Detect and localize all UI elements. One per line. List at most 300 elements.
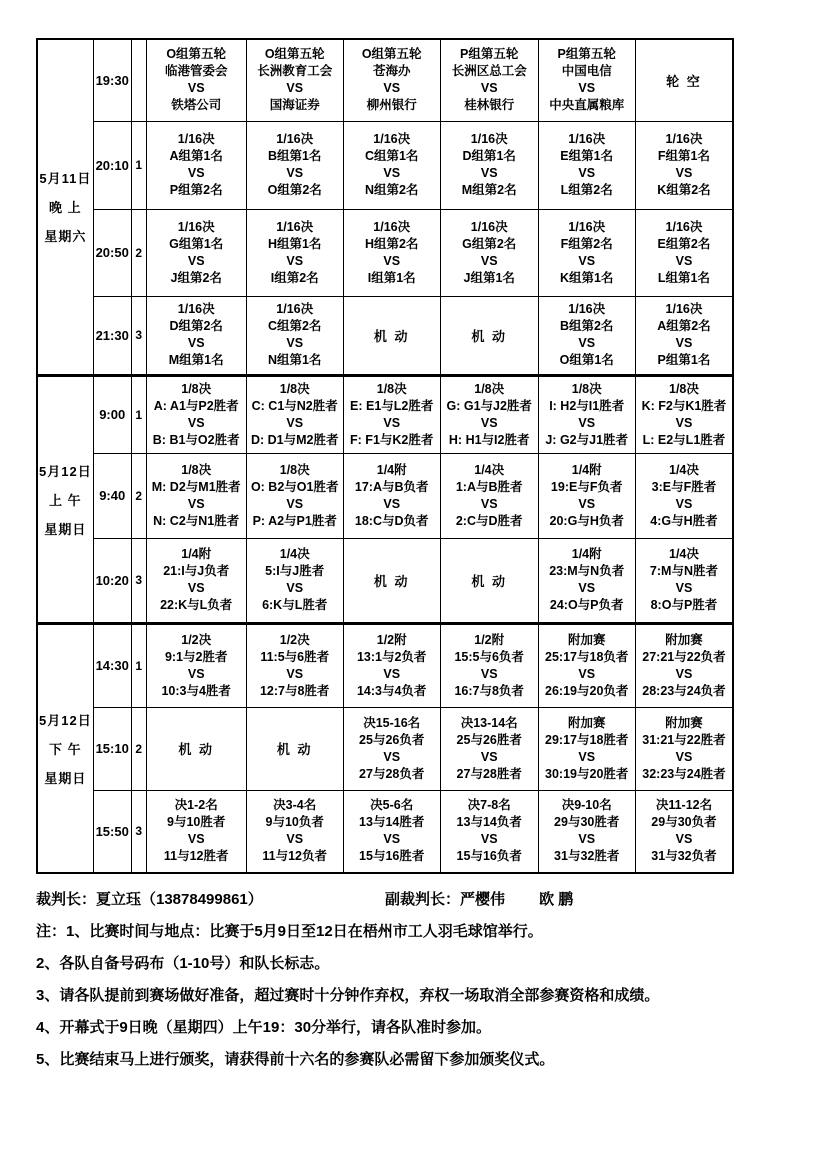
match-line: F组第1名 [657,149,710,163]
match-line: 1/4附 [376,462,407,477]
match-line: VS [383,253,401,268]
schedule-row [37,296,733,375]
match-line: G组第2名 [462,236,517,251]
match-line: 决3-4名 [273,798,317,813]
match-cell [538,121,635,209]
match-line: O组第五轮 [264,47,325,62]
match-cell [440,623,538,707]
match-line: VS [578,253,596,268]
schedule-row [37,121,733,209]
match-line: 1/8决 [571,381,602,396]
match-line: VS [383,415,401,430]
match-line: J组第2名 [170,270,222,285]
date-line: 星期六 [44,229,87,245]
match-cell [440,296,538,375]
match-line: 11与12胜者 [163,849,229,864]
match-cell [246,790,343,873]
match-line: VS [578,81,596,96]
match-line: I组第1名 [367,270,416,285]
match-line: 决11-12名 [655,798,713,813]
match-line: 1/16决 [177,219,215,234]
match-cell [246,209,343,296]
match-line: 中央直属粮库 [549,98,625,113]
match-line: VS [187,666,205,681]
match-line: 决15-16名 [363,715,421,730]
match-line: VS [480,166,498,180]
match-line: A组第2名 [657,319,711,333]
match-line: P组第2名 [169,183,223,197]
match-line: 27与28负者 [359,766,425,781]
bye-or-flexible-label: 机 动 [178,742,215,757]
match-line: VS [286,832,304,847]
match-line: VS [675,253,693,268]
match-line: 11与12负者 [262,849,328,864]
match-line: G: G1与J2胜者 [446,398,532,413]
match-line: 18:C与D负者 [354,513,429,528]
match-line: 1/8决 [279,462,310,477]
match-line: 1/16决 [568,219,606,234]
match-line: 1/4决 [279,547,310,561]
match-line: O组第五轮 [166,47,227,62]
match-line: VS [187,253,205,268]
match-cell [635,296,733,375]
match-line: 1/16决 [665,219,703,234]
match-line: 铁塔公司 [171,98,222,113]
round-number-cell: 1 [131,375,146,453]
match-line: 1/8决 [279,381,310,396]
match-line: 2:C与D胜者 [455,513,523,528]
match-line: 25与26胜者 [456,732,522,747]
match-cell [343,707,440,790]
match-line: 附加赛 [665,632,703,647]
match-line: 1/16决 [276,219,314,234]
match-line: VS [286,581,304,595]
match-cell [246,623,343,707]
match-line: VS [675,666,693,681]
match-cell [246,121,343,209]
match-line: VS [480,832,498,847]
match-line: D组第1名 [462,149,516,163]
date-line: 5月11日 [39,171,92,187]
match-line: O组第2名 [267,183,322,197]
match-cell [635,209,733,296]
date-line: 5月12日 [39,463,92,479]
match-line: 23:M与N负者 [549,564,625,578]
match-line: VS [675,749,693,764]
match-cell [146,707,246,790]
match-line: 1/4附 [181,547,212,561]
schedule-table [36,38,734,874]
match-line: A组第1名 [169,149,223,163]
match-cell [635,39,733,121]
match-line: VS [187,81,205,96]
match-line: 5:I与J胜者 [265,564,325,578]
match-line: 中国电信 [561,64,612,79]
match-line: 29:17与18胜者 [545,732,629,747]
session-date-cell [37,623,93,873]
match-line: 1/2决 [181,632,212,647]
match-line: H组第1名 [267,236,322,251]
match-line: 20:G与H负者 [549,513,624,528]
match-line: VS [383,496,401,511]
match-line: 31与32负者 [651,849,717,864]
match-line: 1/16决 [373,132,411,146]
date-line: 下 午 [49,741,82,757]
match-line: 31与32胜者 [554,849,620,864]
round-number-cell [131,39,146,121]
match-line: 1/2附 [474,632,505,647]
bye-or-flexible-label: 机 动 [471,328,508,344]
time-cell: 9:40 [93,453,131,538]
officials-line [36,890,827,909]
footer-notes [36,890,827,1069]
match-line: 4:G与H胜者 [650,513,718,528]
match-cell [146,790,246,873]
match-cell [146,39,246,121]
match-line: 19:E与F负者 [550,479,623,494]
time-cell: 21:30 [93,296,131,375]
match-line: 15:5与6负者 [454,649,524,664]
note-1: 注：1、比赛时间与地点：比赛于5月9日至12日在梧州市工人羽毛球馆举行。 [36,923,543,940]
note-2: 2、各队自备号码布（1-10号）和队长标志。 [36,955,330,972]
round-number-cell: 3 [131,790,146,873]
match-cell [440,39,538,121]
bye-or-flexible-label: 机 动 [471,573,508,589]
match-line: 1/8决 [474,381,505,396]
match-line: VS [187,415,205,430]
match-line: K组第2名 [657,183,711,197]
match-cell [538,453,635,538]
match-line: A: A1与P2胜者 [153,398,239,413]
match-line: 1/2附 [376,632,407,647]
match-cell [343,538,440,623]
match-line: 9与10负者 [265,815,324,830]
match-line: M: D2与M1胜者 [151,479,241,494]
match-cell [440,538,538,623]
match-line: VS [675,832,693,847]
match-line: VS [578,749,596,764]
match-cell [343,209,440,296]
match-cell [146,296,246,375]
match-line: 1/4附 [571,462,602,477]
match-line: 决1-2名 [174,798,218,813]
match-cell [146,538,246,623]
match-line: L: E2与L1胜者 [642,432,726,447]
round-number-cell: 1 [131,121,146,209]
match-cell [343,39,440,121]
match-line: 1/16决 [276,132,314,146]
match-line: VS [383,832,401,847]
match-line: VS [675,415,693,430]
match-line: L组第1名 [657,270,710,285]
match-line: 柳州银行 [366,98,417,113]
vice-referee: 副裁判长：严樱伟 [384,891,505,908]
match-line: 国海证券 [269,98,320,113]
bye-or-flexible-label: 机 动 [373,573,410,589]
match-line: 附加赛 [567,632,606,647]
match-line: 25与26负者 [359,732,425,747]
match-line: B组第1名 [267,149,322,163]
match-line: 30:19与20胜者 [545,766,629,781]
match-line: 桂林银行 [464,98,515,113]
match-line: O组第五轮 [361,47,422,62]
match-line: 1/16决 [177,132,215,146]
round-number-cell: 3 [131,296,146,375]
match-cell [343,790,440,873]
match-cell [635,121,733,209]
match-line: VS [286,415,304,430]
match-line: 1/4决 [474,462,505,477]
match-line: 1/16决 [177,302,215,316]
match-line: 15与16负者 [456,849,522,864]
match-cell [343,375,440,453]
date-line: 晚 上 [49,200,82,216]
time-cell: 15:10 [93,707,131,790]
match-line: 决7-8名 [467,798,511,813]
match-line: I: H2与I1胜者 [549,398,625,413]
match-line: 25:17与18负者 [545,649,629,664]
schedule-row [37,375,733,453]
schedule-row [37,39,733,121]
match-line: VS [578,336,596,350]
match-line: C组第2名 [267,319,322,333]
session-date-cell [37,39,93,375]
time-cell: 15:50 [93,790,131,873]
match-line: 1/16决 [276,302,314,316]
match-line: G组第1名 [169,236,224,251]
match-line: P组第1名 [657,353,711,367]
match-cell [146,623,246,707]
match-cell [343,296,440,375]
time-cell: 9:00 [93,375,131,453]
match-line: 3:E与F胜者 [651,479,717,494]
match-cell [246,296,343,375]
match-line: 29与30负者 [651,815,717,830]
match-line: I组第2名 [270,270,319,285]
match-line: 16:7与8负者 [454,683,524,698]
match-line: 22:K与L负者 [160,598,233,612]
match-line: 6:K与L胜者 [262,598,328,612]
match-line: 1/8决 [376,381,407,396]
note-4: 4、开幕式于9日晚（星期四）上午19：30分举行，请各队准时参加。 [36,1019,492,1036]
match-line: H: H1与I2胜者 [448,432,530,447]
schedule-row [37,538,733,623]
match-cell [343,453,440,538]
time-cell: 14:30 [93,623,131,707]
schedule-row [37,623,733,707]
match-line: 12:7与8胜者 [259,683,330,698]
match-line: 27:21与22负者 [642,649,726,664]
match-line: E组第2名 [657,236,711,251]
match-cell [440,453,538,538]
match-line: 13:1与2负者 [356,649,427,664]
match-cell [635,623,733,707]
session-date-cell [37,375,93,623]
match-line: 决5-6名 [370,798,414,813]
match-line: 1/16决 [665,132,703,146]
date-line: 星期日 [44,521,87,537]
match-line: 27与28胜者 [456,766,522,781]
match-cell [440,707,538,790]
match-line: VS [383,166,401,180]
match-line: VS [383,81,401,96]
match-cell [246,707,343,790]
match-line: E组第1名 [560,149,614,163]
match-line: VS [480,253,498,268]
match-line: VS [675,166,693,180]
match-line: P: A2与P1胜者 [252,513,337,528]
match-cell [146,453,246,538]
match-line: 长洲区总工会 [451,64,527,79]
bye-or-flexible-label: 轮 空 [666,73,702,89]
bye-or-flexible-label: 机 动 [276,742,313,757]
match-line: P组第五轮 [557,47,616,62]
date-line: 星期日 [44,770,87,786]
match-line: VS [480,496,498,511]
match-line: 附加赛 [567,715,606,730]
match-line: K: F2与K1胜者 [641,398,727,413]
match-line: K组第1名 [559,270,614,285]
match-cell [246,375,343,453]
match-line: 1/16决 [568,132,606,146]
schedule-row [37,209,733,296]
match-line: 21:I与J负者 [163,564,230,578]
date-line: 上 午 [49,492,82,508]
match-line: VS [286,336,304,350]
match-line: 1/16决 [470,132,508,146]
match-cell [635,790,733,873]
match-line: 长洲教育工会 [257,64,333,79]
match-line: VS [480,415,498,430]
match-line: D组第2名 [169,319,223,333]
match-cell [635,707,733,790]
schedule-row [37,790,733,873]
match-line: F组第2名 [560,236,613,251]
match-line: VS [480,749,498,764]
match-line: 11:5与6胜者 [260,649,330,664]
match-line: E: E1与L2胜者 [350,398,434,413]
match-cell [538,209,635,296]
match-line: VS [383,749,401,764]
match-cell [146,209,246,296]
time-cell: 20:50 [93,209,131,296]
match-line: O: B2与O1胜者 [250,479,339,494]
match-line: 1/4决 [669,462,699,477]
match-line: 1/8决 [181,462,212,477]
match-cell [635,453,733,538]
match-line: 决9-10名 [561,798,612,813]
match-line: VS [187,832,205,847]
match-line: O组第1名 [559,353,614,367]
match-line: VS [187,496,205,511]
match-cell [538,296,635,375]
match-line: 32:23与24胜者 [642,766,726,781]
match-cell [440,375,538,453]
match-cell [635,375,733,453]
match-line: 24:O与P负者 [549,598,624,612]
match-line: J组第1名 [463,270,515,285]
match-line: VS [578,666,596,681]
match-line: VS [675,496,693,511]
match-cell [538,538,635,623]
match-line: C组第1名 [364,149,419,163]
match-cell [538,623,635,707]
match-line: VS [286,166,304,180]
match-line: VS [578,581,596,595]
match-line: 13与14负者 [456,815,522,830]
match-line: 14:3与4负者 [356,683,427,698]
match-line: J: G2与J1胜者 [545,432,629,447]
match-line: VS [578,415,596,430]
match-cell [440,790,538,873]
match-line: 附加赛 [665,715,703,730]
match-cell [538,375,635,453]
match-line: 31:21与22胜者 [642,732,726,747]
match-line: VS [675,581,693,595]
match-cell [146,375,246,453]
match-line: VS [480,81,498,96]
match-line: VS [286,81,304,96]
match-line: 28:23与24负者 [642,683,726,698]
match-cell [440,209,538,296]
match-cell [146,121,246,209]
match-line: 1/16决 [665,302,703,316]
match-line: M组第2名 [461,183,517,197]
match-line: 29与30胜者 [554,815,620,830]
chief-referee: 裁判长：夏立珏（13878499861） [36,891,263,908]
note-3: 3、请各队提前到赛场做好准备，超过赛时十分钟作弃权，弃权一场取消全部参赛资格和成绩。 [36,987,660,1004]
match-line: 1/4附 [571,547,602,561]
date-line: 5月12日 [39,712,92,728]
match-line: B: B1与O2胜者 [152,432,240,447]
match-cell [538,707,635,790]
match-line: VS [675,336,693,350]
match-line: 15与16胜者 [359,849,425,864]
match-line: P组第五轮 [460,47,519,62]
match-line: VS [187,581,205,595]
match-line: H组第2名 [364,236,419,251]
match-line: 决13-14名 [460,715,518,730]
match-line: N: C2与N1胜者 [153,513,240,528]
match-cell [343,121,440,209]
match-line: VS [187,336,205,350]
time-cell: 20:10 [93,121,131,209]
time-cell: 10:20 [93,538,131,623]
match-line: 17:A与B负者 [354,479,429,494]
match-line: VS [286,666,304,681]
match-cell [246,538,343,623]
match-line: 苍海办 [372,64,411,79]
match-line: VS [383,666,401,681]
match-line: 26:19与20负者 [545,683,629,698]
match-line: N组第2名 [364,183,419,197]
schedule-row [37,707,733,790]
match-line: 1/4决 [669,547,699,561]
time-cell: 19:30 [93,39,131,121]
match-line: 1/8决 [181,381,212,396]
match-line: 临港管委会 [164,64,228,79]
match-line: F: F1与K2胜者 [350,432,434,447]
match-line: 1/8决 [669,381,699,396]
match-line: C: C1与N2胜者 [251,398,338,413]
round-number-cell: 2 [131,453,146,538]
note-5: 5、比赛结束马上进行颁奖，请获得前十六名的参赛队必需留下参加颁奖仪式。 [36,1051,555,1068]
match-line: M组第1名 [168,353,224,367]
match-line: B组第2名 [559,319,614,333]
match-line: 8:O与P胜者 [650,598,718,612]
bye-or-flexible-label: 机 动 [373,328,410,344]
match-line: 7:M与N胜者 [649,564,718,578]
